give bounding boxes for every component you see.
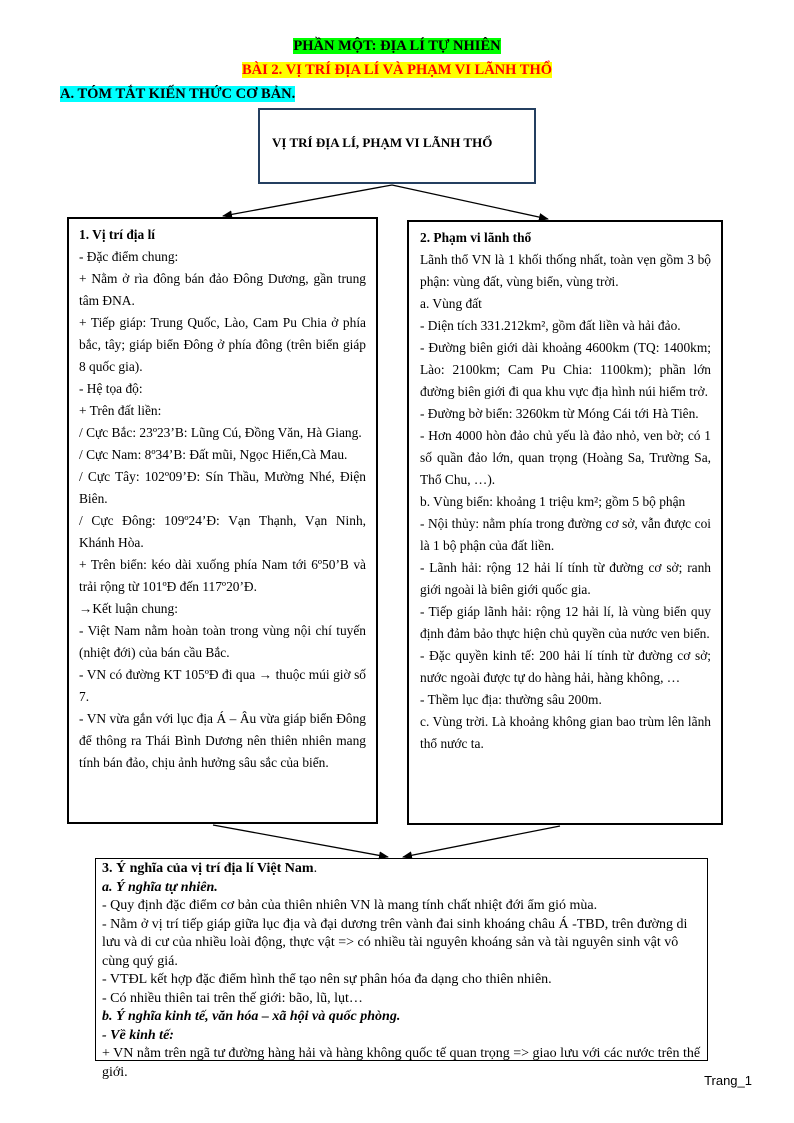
bottom-box-a-line: - Quy định đặc điểm cơ bản của thiên nhiên VN là mang tính chất nhiệt đới ẩm gió mùa. [102,898,598,913]
left-box-line: - Việt Nam nằm hoàn toàn trong vùng nội chí tuyến (nhiệt đới) của bán cầu Bắc. [79,623,366,660]
bottom-box-a-line: - Nằm ở vị trí tiếp giáp giữa lục địa và đại dương trên vành đai sinh khoáng châu Á -TBD, trên đường di lưu và di cư của nhiều loài động, thực vật => có nhiều tài nguyên khoáng sản và tài nguyên sinh vật vô cùng quý giá. [102,916,688,969]
right-box-line: c. Vùng trời. Là khoảng không gian bao trùm lên lãnh thổ nước ta. [420,714,711,751]
left-box-line: / Cực Nam: 8º34’B: Đất mũi, Ngọc Hiển,Cà Mau. [79,447,348,462]
right-box-line: - Diện tích 331.212km², gồm đất liền và hải đảo. [420,318,681,333]
right-box-line: - Lãnh hải: rộng 12 hải lí tính từ đường cơ sở; ranh giới ngoài là biên giới quốc gia. [420,560,711,597]
right-box-line: - Nội thủy: nằm phía trong đường cơ sở, vẫn được coi là 1 bộ phận của đất liền. [420,516,711,553]
right-box-line: a. Vùng đất [420,296,482,311]
left-box-line: / Cực Bắc: 23º23’B: Lũng Cú, Đồng Văn, Hà Giang. [79,425,362,440]
bottom-box-a-line: - Có nhiều thiên tai trên thế giới: bão, lũ, lụt… [102,990,363,1006]
lesson-title-text: BÀI 2. VỊ TRÍ ĐỊA LÍ VÀ PHẠM VI LÃNH THỔ [241,62,553,78]
right-box-line: - Thềm lục địa: thường sâu 200m. [420,692,602,707]
bottom-box-a-line: - VTĐL kết hợp đặc điểm hình thể tạo nên sự phân hóa đa dạng cho thiên nhiên. [102,972,552,987]
right-box-line: b. Vùng biển: khoảng 1 triệu km²; gồm 5 bộ phận [420,494,686,509]
right-box-heading: 2. Phạm vi lãnh thổ [420,230,532,245]
left-box-line: - VN có đường KT 105ºĐ đi qua → thuộc múi giờ số 7. [79,667,366,704]
bottom-box-sub-b1: - Về kinh tế: [102,1027,174,1043]
right-box-line: - Hơn 4000 hòn đảo chủ yếu là đảo nhỏ, ven bờ; có 1 số quần đảo lớn, quan trọng (Hoàng Sa, Trường Sa, Thổ Chu, …). [420,428,711,487]
left-box-heading: 1. Vị trí địa lí [79,227,156,242]
right-box-line: - Đường biên giới dài khoảng 4600km (TQ: 1400km; Lào: 2100km; Cam Pu Chia: 1100km); phần lớn đường biên giới đi qua khu vực địa hình núi hiểm trở. [420,340,711,399]
bottom-box-heading-text: 3. Ý nghĩa của vị trí địa lí Việt Nam [102,861,314,876]
right-box-line: - Tiếp giáp lãnh hải: rộng 12 hải lí, là vùng biển quy định đảm bảo thực hiện chủ quyền của nước ven biển. [420,604,711,641]
arrow-top-to-right [392,185,548,219]
bottom-box-heading-end: . [313,861,318,876]
arrow-top-to-left [223,185,392,216]
left-box-line: →Kết luận chung: [79,601,178,616]
left-box-line: + Trên biển: kéo dài xuống phía Nam tới 6º50’B và trải rộng từ 101ºĐ đến 117º20’Đ. [79,557,366,594]
left-box-line: - VN vừa gắn với lục địa Á – Âu vừa giáp biển Đông để thông ra Thái Bình Dương nên thiên nhiên mang tính bán đảo, chịu ảnh hưởng sâu sắc của biển. [79,711,366,770]
bottom-box-b-line: + VN nằm trên ngã tư đường hàng hải và hàng không quốc tế quan trọng => giao lưu với các nước trên thế giới. [102,1046,701,1080]
left-box-line: - Đặc điểm chung: [79,249,179,264]
right-box-line: Lãnh thổ VN là 1 khối thống nhất, toàn vẹn gồm 3 bộ phận: vùng đất, vùng biển, vùng trời. [420,252,711,289]
diagram-top-box-label: VỊ TRÍ ĐỊA LÍ, PHẠM VI LÃNH THỔ [272,135,493,150]
left-box-line: - Hệ tọa độ: [79,381,143,396]
arrow-right-to-bottom [403,826,560,857]
page-number: Trang_1 [704,1073,752,1088]
part-title-text: PHẦN MỘT: ĐỊA LÍ TỰ NHIÊN [293,38,501,54]
left-box-line: / Cực Đông: 109º24’Đ: Vạn Thạnh, Vạn Ninh, Khánh Hòa. [79,513,366,550]
left-box-line: + Tiếp giáp: Trung Quốc, Lào, Cam Pu Chia ở phía bắc, tây; giáp biển Đông ở phía đông (trên biển giáp 8 quốc gia). [79,315,366,374]
left-box-line: + Trên đất liền: [79,403,162,418]
right-box-line: - Đường bờ biển: 3260km từ Móng Cái tới Hà Tiên. [420,406,699,421]
bottom-box-sub-b: b. Ý nghĩa kinh tế, văn hóa – xã hội và quốc phòng. [102,1009,401,1024]
left-box-line: + Nằm ở rìa đông bán đảo Đông Dương, gần trung tâm ĐNA. [79,271,366,308]
right-box-line: - Đặc quyền kinh tế: 200 hải lí tính từ đường cơ sở; nước ngoài được tự do hàng hải, hàng không, … [420,648,711,685]
section-heading-a-text: A. TÓM TẮT KIẾN THỨC CƠ BẢN. [60,86,296,102]
arrow-left-to-bottom [213,825,388,857]
bottom-box-sub-a: a. Ý nghĩa tự nhiên. [102,879,218,895]
left-box-line: / Cực Tây: 102º09’Đ: Sín Thầu, Mường Nhé, Điện Biên. [79,469,366,506]
